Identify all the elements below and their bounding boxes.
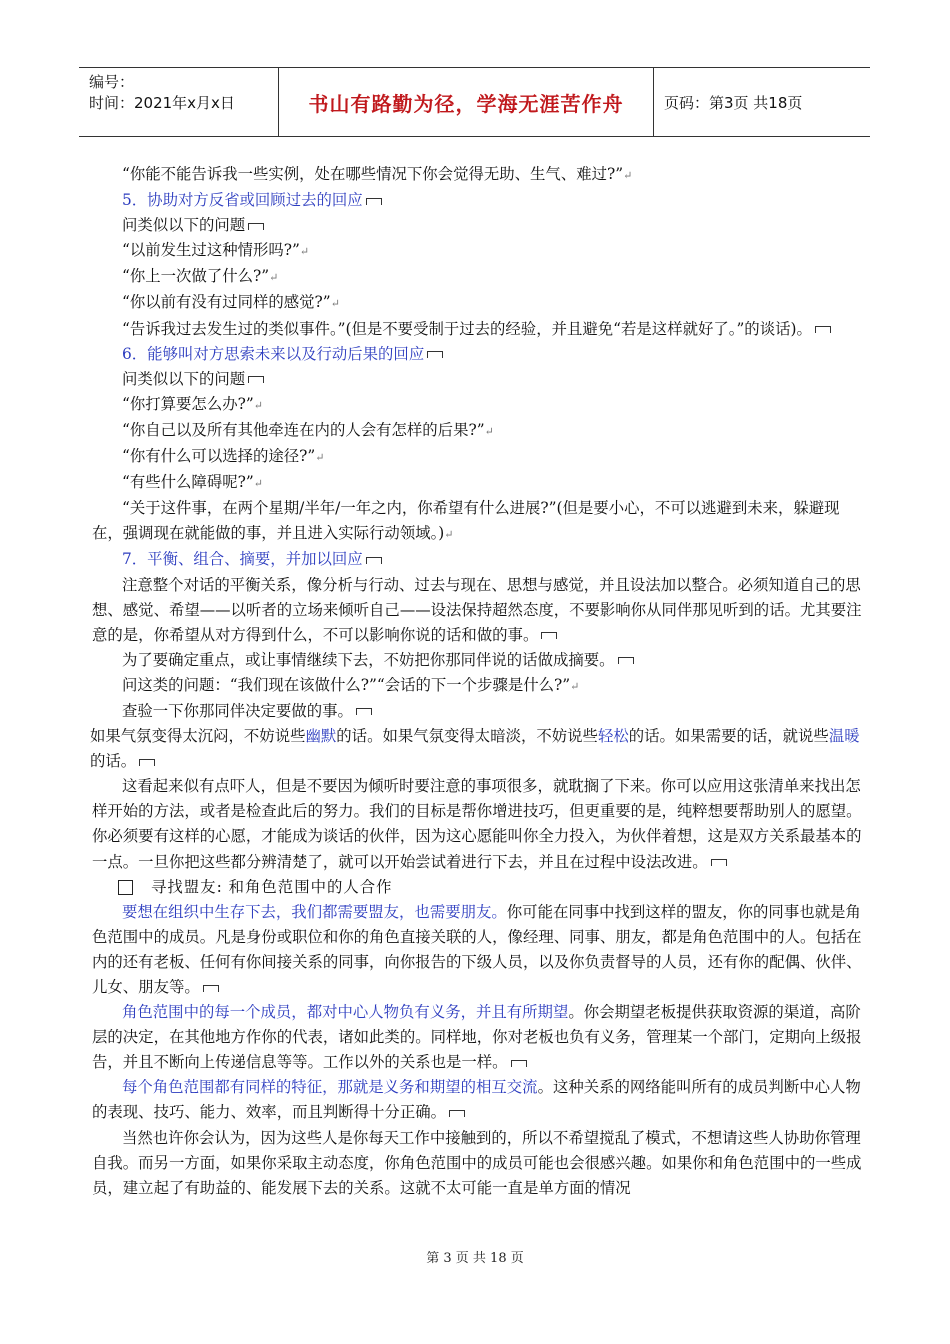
paragraph-mark	[248, 376, 264, 383]
paragraph	[92, 1126, 862, 1201]
paragraph-mark	[248, 223, 264, 230]
line-break-mark: ↵	[444, 528, 454, 542]
text: 查验一下你那同伴决定要做的事。	[122, 701, 353, 720]
paragraph	[92, 238, 862, 264]
doc-number-label: 编号：	[89, 73, 135, 91]
page-header	[79, 67, 870, 137]
line-break-mark: ↵	[299, 245, 310, 259]
text: 当然也许你会认为，因为这些人是你每天工作中接触到的，所以不希望搅乱了模式，不想请这些人协助你管理自我。而另一方面，如果你采取主动态度，你角色范围中的成员可能也会很感兴趣。如果你和角色范围中的一些成员，建立起了有助益的、能发展下去的关系。这就不太可能一直是单方面的情况	[92, 1128, 862, 1197]
paragraph	[92, 418, 862, 444]
paragraph-mark	[139, 759, 155, 766]
highlight-text: 每个角色范围都有同样的特征，那就是义务和期望的相互交流	[122, 1078, 538, 1097]
text: 的话。如果气氛变得太暗淡，不妨说些	[336, 727, 598, 746]
paragraph	[92, 673, 862, 699]
paragraph-mark	[711, 859, 727, 866]
line-break-mark: ↵	[253, 398, 263, 412]
paragraph-mark	[366, 557, 382, 564]
text: 注意整个对话的平衡关系，像分析与行动、过去与现在、思想与感觉，并且设法加以整合。必须知道自己的思想、感觉、希望——以听者的立场来倾听自己——设法保持超然态度，不要影响你从同伴那见听到的话。尤其要注意的是，你希望从对方得到什么，不可以影响你说的话和做的事。	[92, 575, 862, 644]
paragraph	[92, 264, 862, 290]
document-body	[92, 162, 862, 1201]
heading-5	[92, 188, 862, 213]
link-text: 温暖	[828, 727, 860, 746]
text: 的话。	[90, 752, 137, 771]
header-page-info: 页码：第3页 共18页	[664, 93, 803, 112]
paragraph-mark	[356, 708, 372, 715]
text: “有些什么障碍呢?”	[122, 473, 254, 492]
paragraph	[92, 392, 862, 418]
paragraph-mark	[366, 198, 382, 205]
text: 你可能在同事中找到这样的盟友，你的同事也就是角色范围中的成员。凡是身份或职位和你的角色直接关联的人，像经理、同事、朋友，都是角色范围中的人。包括在内的还有老板、任何有你间接关系的同事，向你报告的下级人员，以及你负责督导的人员，还有你的配偶、伙伴、儿女、朋友等。	[92, 902, 862, 996]
paragraph	[92, 900, 862, 1000]
paragraph	[92, 1000, 862, 1075]
text: 问类似以下的问题	[122, 369, 246, 388]
line-break-mark: ↵	[570, 679, 580, 693]
text: 6．能够叫对方思索未来以及行动后果的回应	[122, 344, 425, 363]
text: “关于这件事，在两个星期/半年/一年之内，你希望有什么进展?”(但是要小心，不可以逃避到未来，躲避现在，强调现在就能做的事，并且进入实际行动领域。)	[92, 499, 840, 543]
line-break-mark: ↵	[330, 297, 340, 311]
checkbox-square-icon	[118, 880, 133, 895]
paragraph	[92, 470, 862, 496]
text: 7．平衡、组合、摘要，并加以回应	[122, 550, 363, 569]
text: “你能不能告诉我一些实例，处在哪些情况下你会觉得无助、生气、难过?”	[122, 165, 624, 183]
text: 5．协助对方反省或回顾过去的回应	[122, 191, 363, 210]
text: “你自己以及所有其他牵连在内的人会有怎样的后果?”	[122, 420, 485, 439]
paragraph	[92, 162, 862, 188]
paragraph-mark	[815, 326, 831, 333]
line-break-mark: ↵	[623, 169, 633, 182]
text: 寻找盟友: 和角色范围中的人合作	[151, 877, 393, 896]
text: 这看起来似有点吓人，但是不要因为倾听时要注意的事项很多，就耽搁了下来。你可以应用这张清单来找出怎样开始的方法，或者是检查此后的努力。我们的目标是帮你增进技巧，但更重要的是，纯粹想要帮助别人的愿望。你必须要有这样的心愿，才能成为谈话的伙伴，因为这心愿能叫你全力投入，为伙伴着想，这是双方关系最基本的一点。一旦你把这些都分辨清楚了，就可以开始尝试着进行下去，并且在过程中设法改进。	[92, 777, 862, 871]
highlight-text: 要想在组织中生存下去，我们都需要盟友，也需要朋友。	[122, 902, 507, 921]
paragraph	[92, 573, 862, 648]
text: “你以前有没有过同样的感觉?”	[122, 293, 331, 312]
text: 。这种关系的网络能叫所有的成员判断中心人物的表现、技巧、能力、效率，而且判断得十分正确。	[92, 1078, 861, 1122]
paragraph	[92, 213, 862, 238]
text: 。你会期望老板提供获取资源的渠道，高阶层的决定，在其他地方作你的代表，诸如此类的。同样地，你对老板也负有义务，管理某一个部门，定期向上级报告，并且不断向上传递信息等等。工作以外的关系也是一样。	[92, 1003, 862, 1072]
highlight-text: 角色范围中的每一个成员，都对中心人物负有义务，并且有所期望	[122, 1003, 569, 1022]
header-motto: 书山有路勤为径，学海无涯苦作舟	[279, 68, 654, 136]
line-break-mark: ↵	[269, 271, 279, 285]
paragraph	[90, 724, 862, 774]
paragraph-mark	[427, 351, 443, 358]
paragraph-mark	[203, 985, 219, 992]
text: 为了要确定重点，或让事情继续下去，不妨把你那同伴说的话做成摘要。	[122, 650, 615, 669]
paragraph	[92, 699, 862, 724]
page-footer: 第 3 页 共 18 页	[426, 1251, 524, 1266]
paragraph	[92, 317, 862, 342]
paragraph	[92, 648, 862, 673]
line-break-mark: ↵	[315, 451, 325, 465]
text: 的话。如果需要的话，就说些	[628, 727, 829, 746]
line-break-mark: ↵	[253, 477, 263, 491]
paragraph-mark	[541, 632, 557, 639]
paragraph	[92, 774, 862, 874]
text: “你上一次做了什么?”	[122, 267, 270, 286]
doc-time-label: 时间：2021年x月x日	[89, 94, 235, 112]
text: “告诉我过去发生过的类似事件。”(但是不要受制于过去的经验，并且避免“若是这样就好了。”的谈话)。	[122, 319, 812, 338]
link-text: 轻松	[597, 727, 629, 746]
text: 如果气氛变得太沉闷，不妨说些	[90, 727, 306, 746]
paragraph	[92, 444, 862, 470]
paragraph	[92, 367, 862, 392]
heading-6	[92, 342, 862, 367]
header-left	[79, 68, 279, 136]
line-break-mark: ↵	[484, 424, 494, 438]
text: 问类似以下的问题	[122, 216, 246, 235]
paragraph	[92, 290, 862, 316]
text: “你有什么可以选择的途径?”	[122, 447, 316, 466]
paragraph	[92, 1075, 862, 1125]
text: “以前发生过这种情形吗?”	[122, 241, 300, 260]
paragraph	[92, 496, 862, 547]
paragraph-mark	[511, 1060, 527, 1067]
paragraph-mark	[449, 1110, 465, 1117]
heading-7	[92, 547, 862, 572]
text: 问这类的问题：“我们现在该做什么?”“会话的下一个步骤是什么?”	[122, 675, 571, 694]
text: “你打算要怎么办?”	[122, 394, 254, 413]
link-text: 幽默	[305, 727, 337, 746]
paragraph-mark	[618, 657, 634, 664]
section-heading	[92, 875, 862, 900]
